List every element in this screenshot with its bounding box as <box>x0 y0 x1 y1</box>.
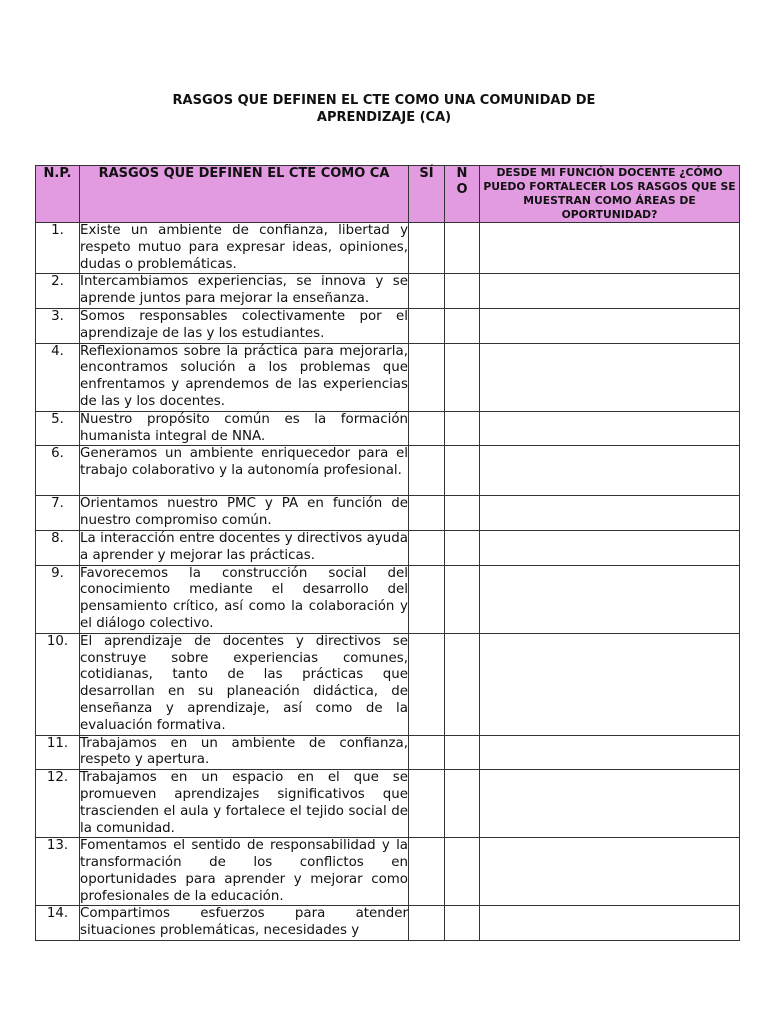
trait-text: Fomentamos el sentido de responsabilidad y la transformación de los conflictos en oportunidades para aprender y mejorar como profesionales de la educación. <box>80 838 409 906</box>
opportunity-cell[interactable] <box>480 223 740 274</box>
trait-text: Somos responsables colectivamente por el aprendizaje de las y los estudiantes. <box>80 308 409 343</box>
header-np: N.P. <box>36 166 80 223</box>
no-cell[interactable] <box>445 735 480 770</box>
table-row <box>36 274 740 309</box>
traits-table <box>35 165 740 941</box>
opportunity-cell[interactable] <box>480 565 740 633</box>
row-number: 11. <box>36 735 80 770</box>
row-number: 14. <box>36 906 80 941</box>
row-number: 4. <box>36 343 80 411</box>
header-no-line-1: N <box>456 166 468 181</box>
trait-text: Intercambiamos experiencias, se innova y se aprende juntos para mejorar la enseñanza. <box>80 274 409 309</box>
trait-text: Reflexionamos sobre la práctica para mejorarla, encontramos solución a los problemas que enfrentamos y aprendemos de las experiencias de las y los docentes. <box>80 343 409 411</box>
row-number: 3. <box>36 308 80 343</box>
no-cell[interactable] <box>445 530 480 565</box>
header-trait: RASGOS QUE DEFINEN EL CTE COMO CA <box>80 166 409 223</box>
trait-text: Nuestro propósito común es la formación humanista integral de NNA. <box>80 411 409 446</box>
no-cell[interactable] <box>445 343 480 411</box>
si-cell[interactable] <box>409 496 445 531</box>
no-cell[interactable] <box>445 496 480 531</box>
si-cell[interactable] <box>409 446 445 496</box>
table-row <box>36 223 740 274</box>
trait-text: Favorecemos la construcción social del conocimiento mediante el desarrollo del pensamiento crítico, así como la colaboración y el diálogo colectivo. <box>80 565 409 633</box>
table-row <box>36 838 740 906</box>
header-no-line-2: O <box>456 182 468 197</box>
opportunity-cell[interactable] <box>480 633 740 735</box>
table-row <box>36 565 740 633</box>
si-cell[interactable] <box>409 770 445 838</box>
no-cell[interactable] <box>445 411 480 446</box>
no-cell[interactable] <box>445 565 480 633</box>
opportunity-cell[interactable] <box>480 274 740 309</box>
opportunity-cell[interactable] <box>480 906 740 941</box>
opportunity-cell[interactable] <box>480 530 740 565</box>
trait-text: Existe un ambiente de confianza, libertad y respeto mutuo para expresar ideas, opiniones, dudas o problemáticas. <box>80 223 409 274</box>
table-row <box>36 343 740 411</box>
header-no <box>445 166 480 223</box>
no-cell[interactable] <box>445 633 480 735</box>
trait-text: La interacción entre docentes y directivos ayuda a aprender y mejorar las prácticas. <box>80 530 409 565</box>
opportunity-cell[interactable] <box>480 735 740 770</box>
si-cell[interactable] <box>409 530 445 565</box>
row-number: 5. <box>36 411 80 446</box>
trait-text: Trabajamos en un espacio en el que se promueven aprendizajes significativos que trascienden el aula y fortalece el tejido social de la comunidad. <box>80 770 409 838</box>
si-cell[interactable] <box>409 223 445 274</box>
opportunity-cell[interactable] <box>480 411 740 446</box>
si-cell[interactable] <box>409 633 445 735</box>
opportunity-cell[interactable] <box>480 343 740 411</box>
document-title <box>0 92 768 126</box>
si-cell[interactable] <box>409 565 445 633</box>
no-cell[interactable] <box>445 770 480 838</box>
row-number: 8. <box>36 530 80 565</box>
row-number: 13. <box>36 838 80 906</box>
table-header-row <box>36 166 740 223</box>
row-number: 6. <box>36 446 80 496</box>
no-cell[interactable] <box>445 308 480 343</box>
trait-text: Orientamos nuestro PMC y PA en función de nuestro compromiso común. <box>80 496 409 531</box>
row-number: 2. <box>36 274 80 309</box>
title-line-1: RASGOS QUE DEFINEN EL CTE COMO UNA COMUNIDAD DE <box>172 93 596 108</box>
table-row <box>36 633 740 735</box>
opportunity-cell[interactable] <box>480 770 740 838</box>
trait-text: Compartimos esfuerzos para atender situaciones problemáticas, necesidades y <box>80 906 409 941</box>
opportunity-cell[interactable] <box>480 446 740 496</box>
table-row <box>36 496 740 531</box>
si-cell[interactable] <box>409 906 445 941</box>
table-row <box>36 530 740 565</box>
si-cell[interactable] <box>409 735 445 770</box>
table-row <box>36 446 740 496</box>
header-si: SÍ <box>409 166 445 223</box>
title-line-2: APRENDIZAJE (CA) <box>316 110 452 125</box>
table-row <box>36 735 740 770</box>
no-cell[interactable] <box>445 446 480 496</box>
table-row <box>36 906 740 941</box>
no-cell[interactable] <box>445 223 480 274</box>
trait-text: Generamos un ambiente enriquecedor para el trabajo colaborativo y la autonomía profesional. <box>80 446 409 496</box>
row-number: 10. <box>36 633 80 735</box>
trait-text: El aprendizaje de docentes y directivos se construye sobre experiencias comunes, cotidianas, tanto de las prácticas que desarrollan en su planeación didáctica, de enseñanza y aprendizaje, así como de la evaluación formativa. <box>80 633 409 735</box>
row-number: 7. <box>36 496 80 531</box>
no-cell[interactable] <box>445 838 480 906</box>
si-cell[interactable] <box>409 838 445 906</box>
si-cell[interactable] <box>409 308 445 343</box>
row-number: 9. <box>36 565 80 633</box>
opportunity-cell[interactable] <box>480 308 740 343</box>
table-row <box>36 308 740 343</box>
opportunity-cell[interactable] <box>480 838 740 906</box>
row-number: 1. <box>36 223 80 274</box>
si-cell[interactable] <box>409 411 445 446</box>
si-cell[interactable] <box>409 343 445 411</box>
no-cell[interactable] <box>445 906 480 941</box>
table-row <box>36 411 740 446</box>
table-row <box>36 770 740 838</box>
header-opportunity: DESDE MI FUNCIÓN DOCENTE ¿CÓMO PUEDO FORTALECER LOS RASGOS QUE SE MUESTRAN COMO ÁREAS DE OPORTUNIDAD? <box>480 166 740 223</box>
trait-text: Trabajamos en un ambiente de confianza, respeto y apertura. <box>80 735 409 770</box>
si-cell[interactable] <box>409 274 445 309</box>
opportunity-cell[interactable] <box>480 496 740 531</box>
no-cell[interactable] <box>445 274 480 309</box>
row-number: 12. <box>36 770 80 838</box>
